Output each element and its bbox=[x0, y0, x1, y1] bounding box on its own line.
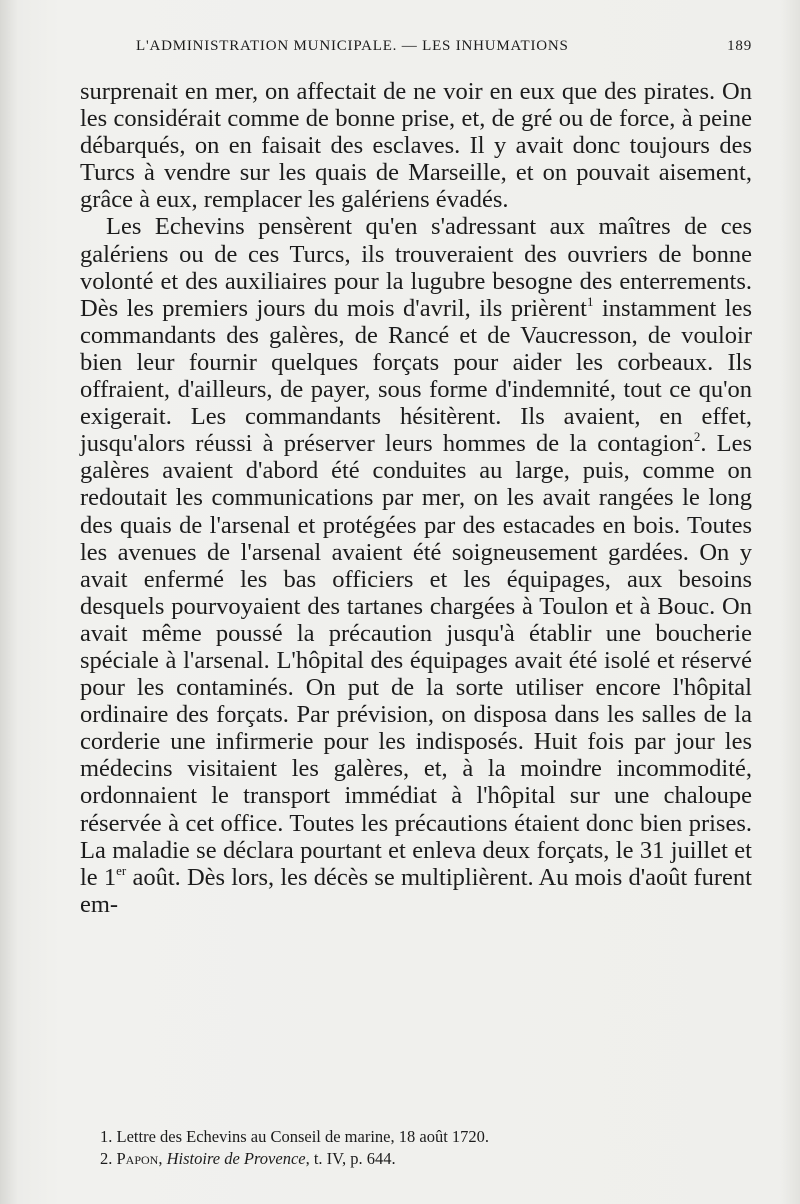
footnote-2-separator: , bbox=[158, 1149, 167, 1168]
footnote-ref-1: 1 bbox=[587, 293, 594, 309]
running-head: L'ADMINISTRATION MUNICIPALE. — LES INHUMATIONS bbox=[136, 38, 569, 54]
ordinal-suffix: er bbox=[116, 862, 127, 878]
paragraph-2-part-b: instamment les commandants des galères, de Rancé et de Vaucresson, de vouloir bien leur fournir quelques forçats pour aider les corbeaux. Ils offraient, d'ailleurs, de payer, sous forme d'indemnité, tout ce qu'on exigerait. Les commandants hésitèrent. Ils avaient, en effet, jusqu'alors réussi à préserver leurs hommes de la contagion bbox=[80, 294, 752, 458]
footnote-2-rest: , t. IV, p. 644. bbox=[305, 1149, 396, 1168]
footnote-2 bbox=[100, 1148, 740, 1170]
paragraph-2 bbox=[80, 213, 752, 917]
body-text bbox=[80, 78, 752, 918]
page-number: 189 bbox=[727, 38, 752, 54]
paragraph-2-part-d: août. Dès lors, les décès se multiplièrent. Au mois d'août furent em- bbox=[80, 863, 752, 918]
footnote-ref-2: 2 bbox=[693, 429, 701, 445]
paragraph-2-part-a: Les Echevins pensèrent qu'en s'adressant aux maîtres de ces galériens ou de ces Turcs, ils trouveraient des ouvriers de bonne volonté et des auxiliaires pour la lugubre besogne des enterrements. Dès les premiers jours du mois d'avril, ils prièrent bbox=[80, 213, 752, 322]
footnote-1: 1. Lettre des Echevins au Conseil de marine, 18 août 1720. bbox=[100, 1127, 490, 1146]
paragraph-1: surprenait en mer, on affectait de ne voir en eux que des pirates. On les considérait comme de bonne prise, et, de gré ou de force, à peine débarqués, on en faisait des esclaves. Il y avait donc toujours des Turcs à vendre sur les quais de Marseille, et on pouvait aisement, grâce à eux, remplacer les galériens évadés. bbox=[80, 78, 752, 214]
footnote-2-number: 2. bbox=[100, 1149, 117, 1168]
paragraph-2-part-c: . Les galères avaient d'abord été conduites au large, puis, comme on redoutait les communications par mer, on les avait rangées le long des quais de l'arsenal et protégées par des estacades en bois. Toutes les avenues de l'arsenal avaient été soigneusement gardées. On y avait enfermé les bas officiers et les équipages, aux besoins desquels pourvoyaient des tartanes chargées à Toulon et à Bouc. On avait même poussé la précaution jusqu'à établir une boucherie spéciale à l'arsenal. L'hôpital des équipages avait été isolé et réservé pour les contaminés. On put de la sorte utiliser encore l'hôpital ordinaire des forçats. Par prévision, on disposa dans les salles de la corderie une infirmerie pour les indisposés. Huit fois par jour les médecins visitaient les galères, et, à la moindre incommodité, ordonnaient le transport immédiat à l'hôpital sur une chaloupe réservée à cet office. Toutes les précautions étaient donc bien prises. La maladie se déclara pourtant et enleva deux forçats, le 31 juillet et le 1 bbox=[80, 430, 752, 891]
page-header bbox=[136, 36, 752, 62]
footnotes bbox=[100, 1126, 740, 1170]
footnote-2-title: Histoire de Provence bbox=[166, 1149, 306, 1168]
footnote-2-author: Papon bbox=[116, 1149, 159, 1168]
